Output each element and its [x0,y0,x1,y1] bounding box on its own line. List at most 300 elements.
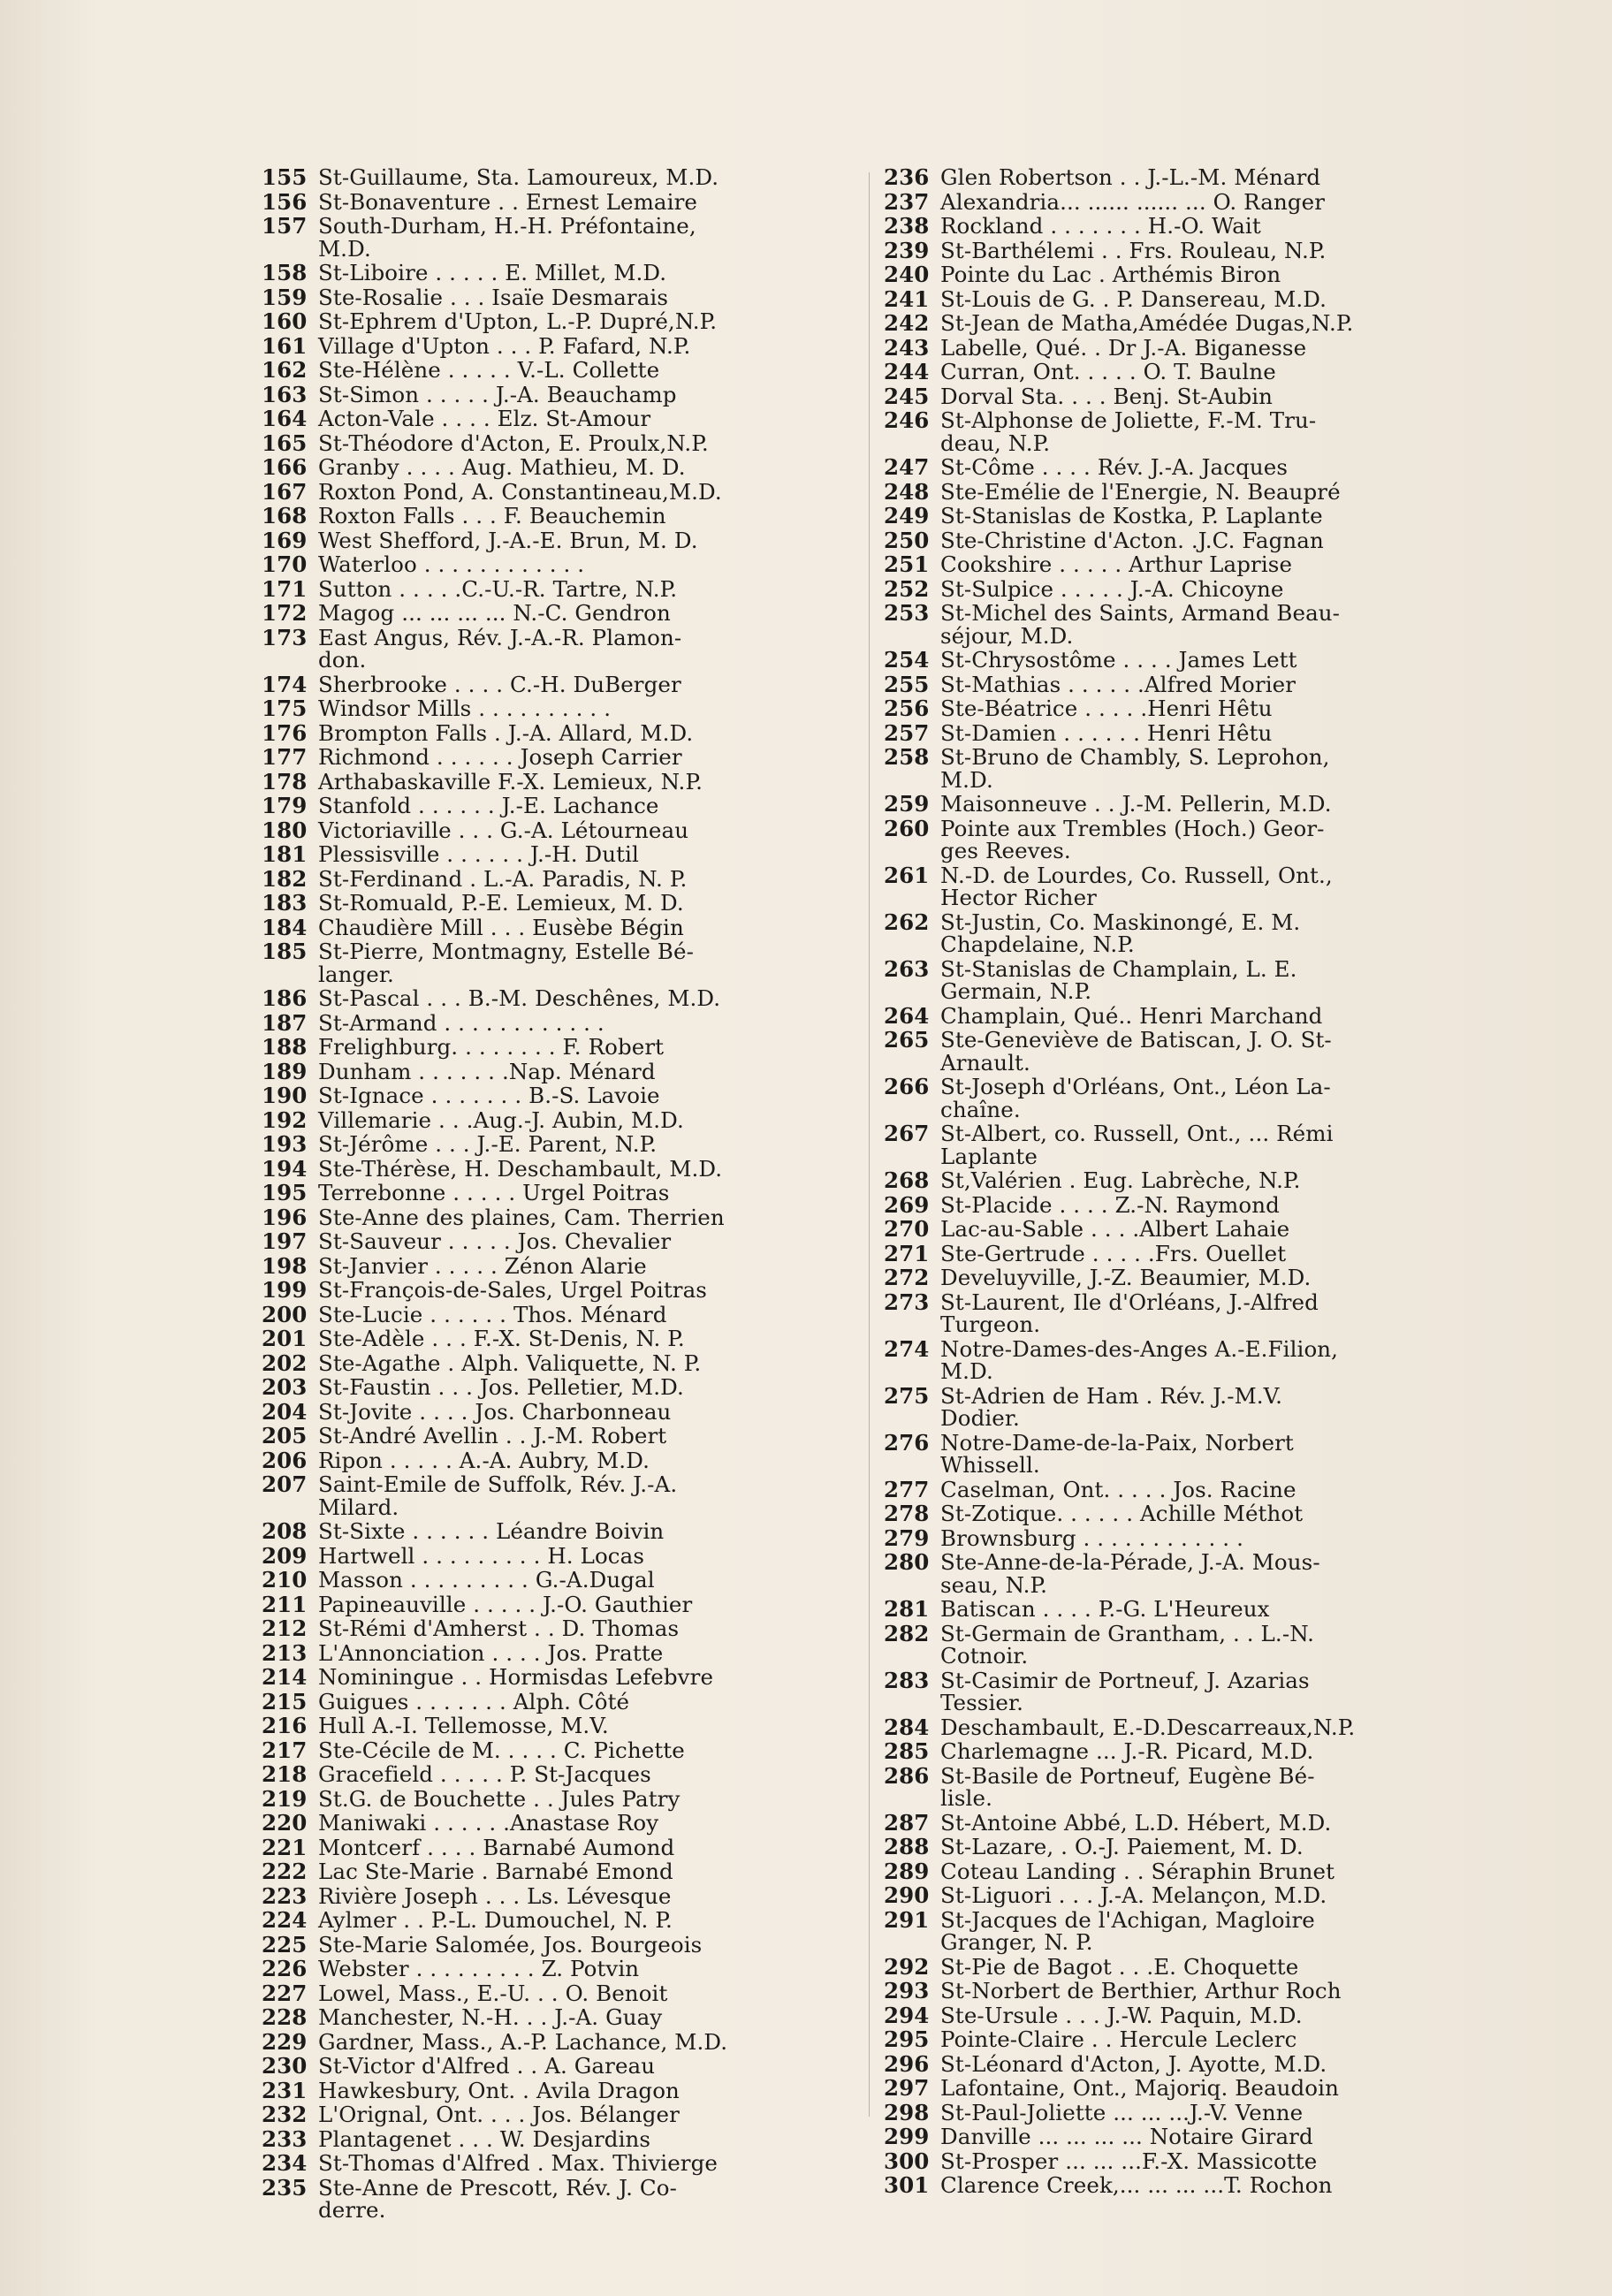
list-item [884,2125,1467,2148]
list-item [262,1639,845,1666]
list-item [884,864,1467,909]
list-item [262,359,845,382]
entry-text: St-Janvier . . . . . Zénon Alarie [318,1252,647,1279]
entry-number: 171 [262,575,308,602]
entry-number: 186 [262,985,308,1011]
list-item [884,817,1467,863]
entry-number: 298 [884,2099,930,2125]
entry-number: 156 [262,188,308,215]
list-item [884,1716,1467,1739]
entry-text: Hawkesbury, Ont. . Avila Dragon [318,2077,680,2103]
list-item [262,719,845,746]
list-item [262,1301,845,1327]
list-item [884,602,1467,647]
list-item [262,1836,845,1859]
list-item [262,768,845,794]
list-item [884,2174,1467,2197]
entry-number: 283 [884,1667,930,1693]
entry-number: 169 [262,527,308,553]
list-item [262,1009,845,1036]
entry-text: Ste-Lucie . . . . . . Thos. Ménard [318,1301,667,1327]
entry-number: 251 [884,551,930,577]
entry-number: 296 [884,2050,930,2077]
entry-number: 163 [262,381,308,407]
entry-number: 267 [884,1121,930,1146]
list-item [262,1349,845,1376]
entry-text: St-Laurent, Ile d'Orléans, J.-Alfred Turgeon. [940,1289,1319,1337]
list-item [262,286,845,309]
entry-text: Roxton Falls . . . F. Beauchemin [318,503,666,528]
entry-text: St-Théodore d'Acton, E. Proulx,N.P. [318,430,709,456]
entry-text: Gardner, Mass., A.-P. Lachance, M.D. [318,2028,728,2055]
list-item [884,1860,1467,1883]
entry-number: 294 [884,2002,930,2028]
entry-text: Windsor Mills . . . . . . . . . . [318,696,612,721]
entry-number: 282 [884,1620,930,1646]
entry-number: 207 [262,1471,308,1497]
list-item [262,1449,845,1472]
entry-number: 157 [262,213,308,239]
entry-text: St-Joseph d'Orléans, Ont., Léon La- chaîne. [940,1074,1331,1122]
entry-number: 228 [262,2004,308,2030]
entry-text: Alexandria... ...... ...... ... O. Ranger [940,188,1326,215]
entry-text: Ste-Hélène . . . . . V.-L. Collette [318,357,660,383]
entry-number: 211 [262,1591,308,1617]
entry-text: Terrebonne . . . . . Urgel Poitras [318,1180,670,1205]
entry-text: Masson . . . . . . . . . G.-A.Dugal [318,1567,655,1593]
list-item [884,1382,1467,1431]
entry-text: Cookshire . . . . . Arthur Laprise [940,551,1293,577]
entry-number: 243 [884,334,930,361]
entry-text: St-Léonard d'Acton, J. Ayotte, M.D. [940,2050,1327,2077]
list-item [884,1191,1467,1218]
list-item [262,987,845,1010]
list-item [884,911,1467,956]
entry-text: St-Pie de Bagot . . .E. Choquette [940,1953,1299,1980]
entry-text: St-Pascal . . . B.-M. Deschênes, M.D. [318,985,721,1011]
entry-number: 233 [262,2125,308,2152]
entry-number: 257 [884,719,930,746]
entry-number: 301 [884,2172,930,2198]
list-item [262,1982,845,2005]
entry-text: Ste-Anne-de-la-Pérade, J.-A. Mous- seau, N.P. [940,1549,1320,1598]
entry-text: Ste-Gertrude . . . . .Frs. Ouellet [940,1240,1287,1266]
list-item [262,1593,845,1616]
entry-text: St-François-de-Sales, Urgel Poitras [318,1277,707,1303]
entry-text: South-Durham, H.-H. Préfontaine, M.D. [318,213,696,262]
entry-text: Lowel, Mass., E.-U. . . O. Benoit [318,1980,668,2006]
list-item [884,575,1467,602]
entry-number: 221 [262,1834,308,1860]
list-item [262,1909,845,1932]
list-item [262,1398,845,1425]
entry-number: 235 [262,2174,308,2201]
list-item [884,1809,1467,1836]
list-item [262,166,845,189]
entry-number: 160 [262,308,308,334]
entry-text: St-Sixte . . . . . . Léandre Boivin [318,1518,665,1544]
entry-number: 246 [884,407,930,433]
entry-number: 234 [262,2150,308,2176]
entry-number: 287 [884,1809,930,1836]
entry-number: 215 [262,1688,308,1714]
entry-text: Develuyville, J.-Z. Beaumier, M.D. [940,1265,1312,1290]
entry-number: 177 [262,744,308,770]
entry-number: 249 [884,503,930,528]
list-item [884,719,1467,746]
entry-number: 230 [262,2053,308,2079]
entry-text: Aylmer . . P.-L. Dumouchel, N. P. [318,1907,673,1933]
entry-text: Ste-Marie Salomée, Jos. Bourgeois [318,1931,703,1958]
list-item [884,2077,1467,2100]
entry-text: Sherbrooke . . . . C.-H. DuBerger [318,671,681,697]
list-item [884,1884,1467,1907]
entry-number: 238 [884,213,930,239]
list-item [884,1620,1467,1669]
entry-text: Curran, Ont. . . . . O. T. Baulne [940,359,1276,384]
entry-number: 198 [262,1252,308,1279]
list-item [262,1058,845,1084]
entry-number: 196 [262,1204,308,1230]
list-item [884,2028,1467,2051]
list-item [262,1133,845,1156]
list-item [262,553,845,576]
list-item [884,478,1467,505]
entry-text: Roxton Pond, A. Constantineau,M.D. [318,478,722,505]
list-item [884,1906,1467,1955]
entry-number: 260 [884,815,930,841]
entry-text: Lac Ste-Marie . Barnabé Emond [318,1859,673,1884]
entry-text: St-Mathias . . . . . .Alfred Morier [940,671,1296,697]
list-item [262,2174,845,2223]
entry-number: 268 [884,1167,930,1193]
entry-text: St-Prosper ... ... ...F.-X. Massicotte [940,2148,1318,2174]
entry-text: Stanfold . . . . . . J.-E. Lachance [318,793,659,818]
list-item [262,1739,845,1762]
entry-number: 203 [262,1374,308,1400]
list-item [262,1182,845,1205]
list-item [262,1931,845,1958]
entry-text: Notre-Dame-de-la-Paix, Norbert Whissell. [940,1429,1294,1478]
entry-number: 189 [262,1058,308,1084]
list-item [884,505,1467,528]
entry-number: 277 [884,1476,930,1502]
list-item [884,1524,1467,1551]
entry-number: 155 [262,164,308,190]
list-item [262,1106,845,1133]
list-item [262,1666,845,1689]
entry-text: Montcerf . . . . Barnabé Aumond [318,1834,675,1860]
entry-text: St-Jean de Matha,Amédée Dugas,N.P. [940,310,1354,336]
entry-text: Brownsburg . . . . . . . . . . . . [940,1524,1243,1551]
entry-text: Hull A.-I. Tellemosse, M.V. [318,1713,609,1738]
column-divider [869,172,870,2117]
list-item [262,2006,845,2029]
list-item [884,746,1467,791]
list-item [262,1425,845,1448]
entry-text: St-Liguori . . . J.-A. Melançon, M.D. [940,1882,1327,1908]
list-item [262,505,845,528]
list-item [884,2099,1467,2125]
entry-number: 166 [262,454,308,480]
entry-number: 264 [884,1002,930,1029]
list-item [262,529,845,552]
entry-number: 248 [884,478,930,505]
entry-text: Maisonneuve . . J.-M. Pellerin, M.D. [940,791,1332,817]
entry-text: St-Alphonse de Joliette, F.-M. Tru- deau, N.P. [940,407,1317,456]
entry-text: St-Damien . . . . . . Henri Hêtu [940,719,1273,746]
entry-number: 158 [262,260,308,285]
entry-text: West Shefford, J.-A.-E. Brun, M. D. [318,527,698,553]
list-item [884,1762,1467,1811]
list-item [262,310,845,333]
entry-text: Ste-Christine d'Acton. .J.C. Fagnan [940,527,1324,553]
list-item [262,478,845,505]
list-item [884,1502,1467,1525]
entry-number: 289 [884,1858,930,1884]
entry-number: 245 [884,383,930,409]
entry-number: 218 [262,1761,308,1787]
entry-text: Labelle, Qué. . Dr J.-A. Biganesse [940,334,1307,361]
entry-text: Villemarie . . .Aug.-J. Aubin, M.D. [318,1106,684,1133]
list-item [884,1291,1467,1336]
entry-text: St-Bruno de Chambly, S. Leprohon, M.D. [940,744,1330,793]
entry-number: 183 [262,890,308,916]
list-item [262,1617,845,1640]
entry-number: 223 [262,1882,308,1909]
entry-number: 193 [262,1131,308,1157]
entry-number: 194 [262,1155,308,1182]
list-item [884,1002,1467,1029]
entry-text: Frelighburg. . . . . . . . F. Robert [318,1034,665,1060]
entry-number: 240 [884,262,930,287]
entry-text: Manchester, N.-H. . . J.-A. Guay [318,2004,663,2030]
entry-number: 172 [262,600,308,626]
list-item [262,2125,845,2152]
entry-text: Ste-Anne de Prescott, Rév. J. Co- derre. [318,2174,677,2223]
entry-number: 162 [262,357,308,383]
entry-text: St-Casimir de Portneuf, J. Azarias Tessier. [940,1667,1310,1715]
entry-number: 255 [884,671,930,697]
entry-text: St-Jovite . . . . Jos. Charbonneau [318,1398,672,1425]
entry-number: 173 [262,624,308,650]
right-column [884,166,1467,2197]
entry-text: Coteau Landing . . Séraphin Brunet [940,1858,1335,1884]
entry-text: Ste-Cécile de M. . . . . C. Pichette [318,1737,685,1763]
entry-text: St-Jacques de l'Achigan, Magloire Granger, N. P. [940,1906,1315,1955]
list-item [884,1218,1467,1241]
entry-text: Brompton Falls . J.-A. Allard, M.D. [318,719,694,746]
entry-text: L'Annonciation . . . . Jos. Pratte [318,1639,664,1666]
entry-text: St-Adrien de Ham . Rév. J.-M.V. Dodier. [940,1382,1283,1431]
entry-text: Sutton . . . . .C.-U.-R. Tartre, N.P. [318,575,678,602]
entry-text: St-Simon . . . . . J.-A. Beauchamp [318,381,677,407]
entry-number: 300 [884,2148,930,2174]
list-item [262,262,845,285]
list-item [262,1084,845,1107]
entry-number: 181 [262,841,308,867]
list-item [262,1714,845,1737]
entry-text: Chaudière Mill . . . Eusèbe Bégin [318,914,684,940]
entry-number: 219 [262,1785,308,1812]
list-item [884,1953,1467,1980]
list-item [262,2079,845,2102]
entry-number: 275 [884,1382,930,1409]
entry-text: Gracefield . . . . . P. St-Jacques [318,1761,651,1787]
list-item [262,1279,845,1302]
list-item [262,432,845,455]
entry-number: 232 [262,2102,308,2127]
entry-text: Notre-Dames-des-Anges A.-E.Filion, M.D. [940,1335,1339,1384]
entry-text: Lafontaine, Ont., Majoriq. Beaudoin [940,2075,1339,2101]
entry-text: St-Victor d'Alfred . . A. Gareau [318,2053,656,2079]
list-item [262,865,845,892]
list-item [884,1598,1467,1621]
entry-text: Papineauville . . . . . J.-O. Gauthier [318,1591,693,1617]
entry-number: 297 [884,2075,930,2101]
list-item [884,1836,1467,1859]
entry-number: 200 [262,1301,308,1327]
entry-text: St-André Avellin . . J.-M. Robert [318,1423,667,1448]
list-item [884,1476,1467,1502]
entry-number: 168 [262,503,308,528]
list-item [884,2050,1467,2077]
entry-text: St-Sulpice . . . . . J.-A. Chicoyne [940,575,1284,602]
list-item [884,2150,1467,2173]
list-item [884,1335,1467,1384]
entry-text: St-Barthélemi . . Frs. Rouleau, N.P. [940,237,1327,263]
list-item [262,794,845,817]
entry-text: Nominingue . . Hormisdas Lefebvre [318,1664,714,1690]
entry-text: St-Pierre, Montmagny, Estelle Bé- langer. [318,939,694,987]
entry-number: 292 [884,1953,930,1980]
entry-text: St-Germain de Grantham, . . L.-N. Cotnoir. [940,1620,1315,1669]
entry-text: St-Ephrem d'Upton, L.-P. Dupré,N.P. [318,308,718,334]
entry-number: 242 [884,310,930,336]
list-item [262,819,845,842]
list-item [262,188,845,215]
list-item [262,1812,845,1835]
list-item [262,916,845,939]
entry-number: 236 [884,164,930,190]
entry-text: Ste-Ursule . . . J.-W. Paquin, M.D. [940,2002,1303,2028]
list-item [884,1240,1467,1266]
entry-text: St-Antoine Abbé, L.D. Hébert, M.D. [940,1809,1332,1836]
entry-text: St-Ferdinand . L.-A. Paradis, N. P. [318,865,688,892]
entry-number: 274 [884,1335,930,1362]
entry-number: 206 [262,1447,308,1473]
entry-text: Dunham . . . . . . .Nap. Ménard [318,1058,656,1084]
entry-text: Champlain, Qué.. Henri Marchand [940,1002,1323,1029]
list-item [884,697,1467,720]
list-item [262,407,845,430]
list-item [262,1252,845,1279]
list-item [262,1230,845,1253]
list-item [262,940,845,985]
entry-text: St-Michel des Saints, Armand Beau- séjour, M.D. [940,600,1341,649]
list-item [262,843,845,866]
entry-number: 253 [884,600,930,626]
list-item [884,188,1467,215]
entry-number: 226 [262,1956,308,1981]
entry-number: 161 [262,332,308,359]
entry-number: 197 [262,1228,308,1254]
entry-number: 272 [884,1265,930,1290]
entry-number: 295 [884,2026,930,2052]
entry-number: 214 [262,1664,308,1690]
list-item [884,285,1467,312]
entry-number: 265 [884,1027,930,1053]
entry-text: Webster . . . . . . . . . Z. Potvin [318,1956,640,1981]
entry-number: 159 [262,284,308,310]
entry-text: Batiscan . . . . P.-G. L'Heureux [940,1596,1270,1622]
entry-text: East Angus, Rév. J.-A.-R. Plamon- don. [318,624,682,673]
entry-text: Maniwaki . . . . . .Anastase Roy [318,1810,659,1836]
list-item [884,1429,1467,1478]
list-item [884,1740,1467,1763]
entry-text: Ste-Geneviève de Batiscan, J. O. St- Arnault. [940,1027,1332,1076]
entry-number: 210 [262,1567,308,1593]
entry-number: 269 [884,1191,930,1218]
list-item [262,1206,845,1229]
entry-text: Ste-Rosalie . . . Isaïe Desmarais [318,284,669,310]
list-item [262,1520,845,1543]
list-item [884,2004,1467,2027]
entry-number: 201 [262,1326,308,1351]
entry-number: 190 [262,1083,308,1108]
list-item [884,673,1467,696]
entry-number: 227 [262,1980,308,2006]
entry-text: Pointe aux Trembles (Hoch.) Geor- ges Reeves. [940,815,1325,863]
entry-number: 209 [262,1542,308,1569]
entry-number: 263 [884,955,930,982]
entry-text: Caselman, Ont. . . . . Jos. Racine [940,1476,1296,1502]
entry-number: 175 [262,696,308,721]
entry-text: Glen Robertson . . J.-L.-M. Ménard [940,164,1321,190]
entry-number: 291 [884,1906,930,1933]
entry-text: St-Norbert de Berthier, Arthur Roch [940,1978,1342,2003]
entry-text: Village d'Upton . . . P. Fafard, N.P. [318,332,691,359]
list-item [884,385,1467,408]
entry-text: Arthabaskaville F.-X. Lemieux, N.P. [318,768,703,794]
entry-text: Ste-Adèle . . . F.-X. St-Denis, N. P. [318,1326,685,1351]
list-item [262,215,845,260]
list-item [884,1980,1467,2003]
entry-text: St-Armand . . . . . . . . . . . . [318,1009,604,1036]
entry-number: 187 [262,1009,308,1036]
entry-number: 241 [884,285,930,312]
entry-number: 179 [262,793,308,818]
list-item [884,1266,1467,1289]
entry-number: 280 [884,1549,930,1575]
list-item [884,215,1467,238]
left-column [262,166,845,2222]
entry-text: Granby . . . . Aug. Mathieu, M. D. [318,454,686,480]
list-item [884,263,1467,286]
entry-text: Victoriaville . . . G.-A. Létourneau [318,817,689,843]
list-item [262,697,845,720]
entry-number: 165 [262,430,308,456]
entry-text: St-Paul-Joliette ... ... ...J.-V. Venne [940,2099,1304,2125]
list-item [262,1785,845,1812]
entry-text: St-Chrysostôme . . . . James Lett [940,647,1297,673]
list-item [262,1569,845,1592]
entry-number: 213 [262,1639,308,1666]
list-item [262,1155,845,1182]
entry-text: Charlemagne ... J.-R. Picard, M.D. [940,1738,1314,1764]
list-item [262,2152,845,2175]
entry-number: 205 [262,1423,308,1448]
